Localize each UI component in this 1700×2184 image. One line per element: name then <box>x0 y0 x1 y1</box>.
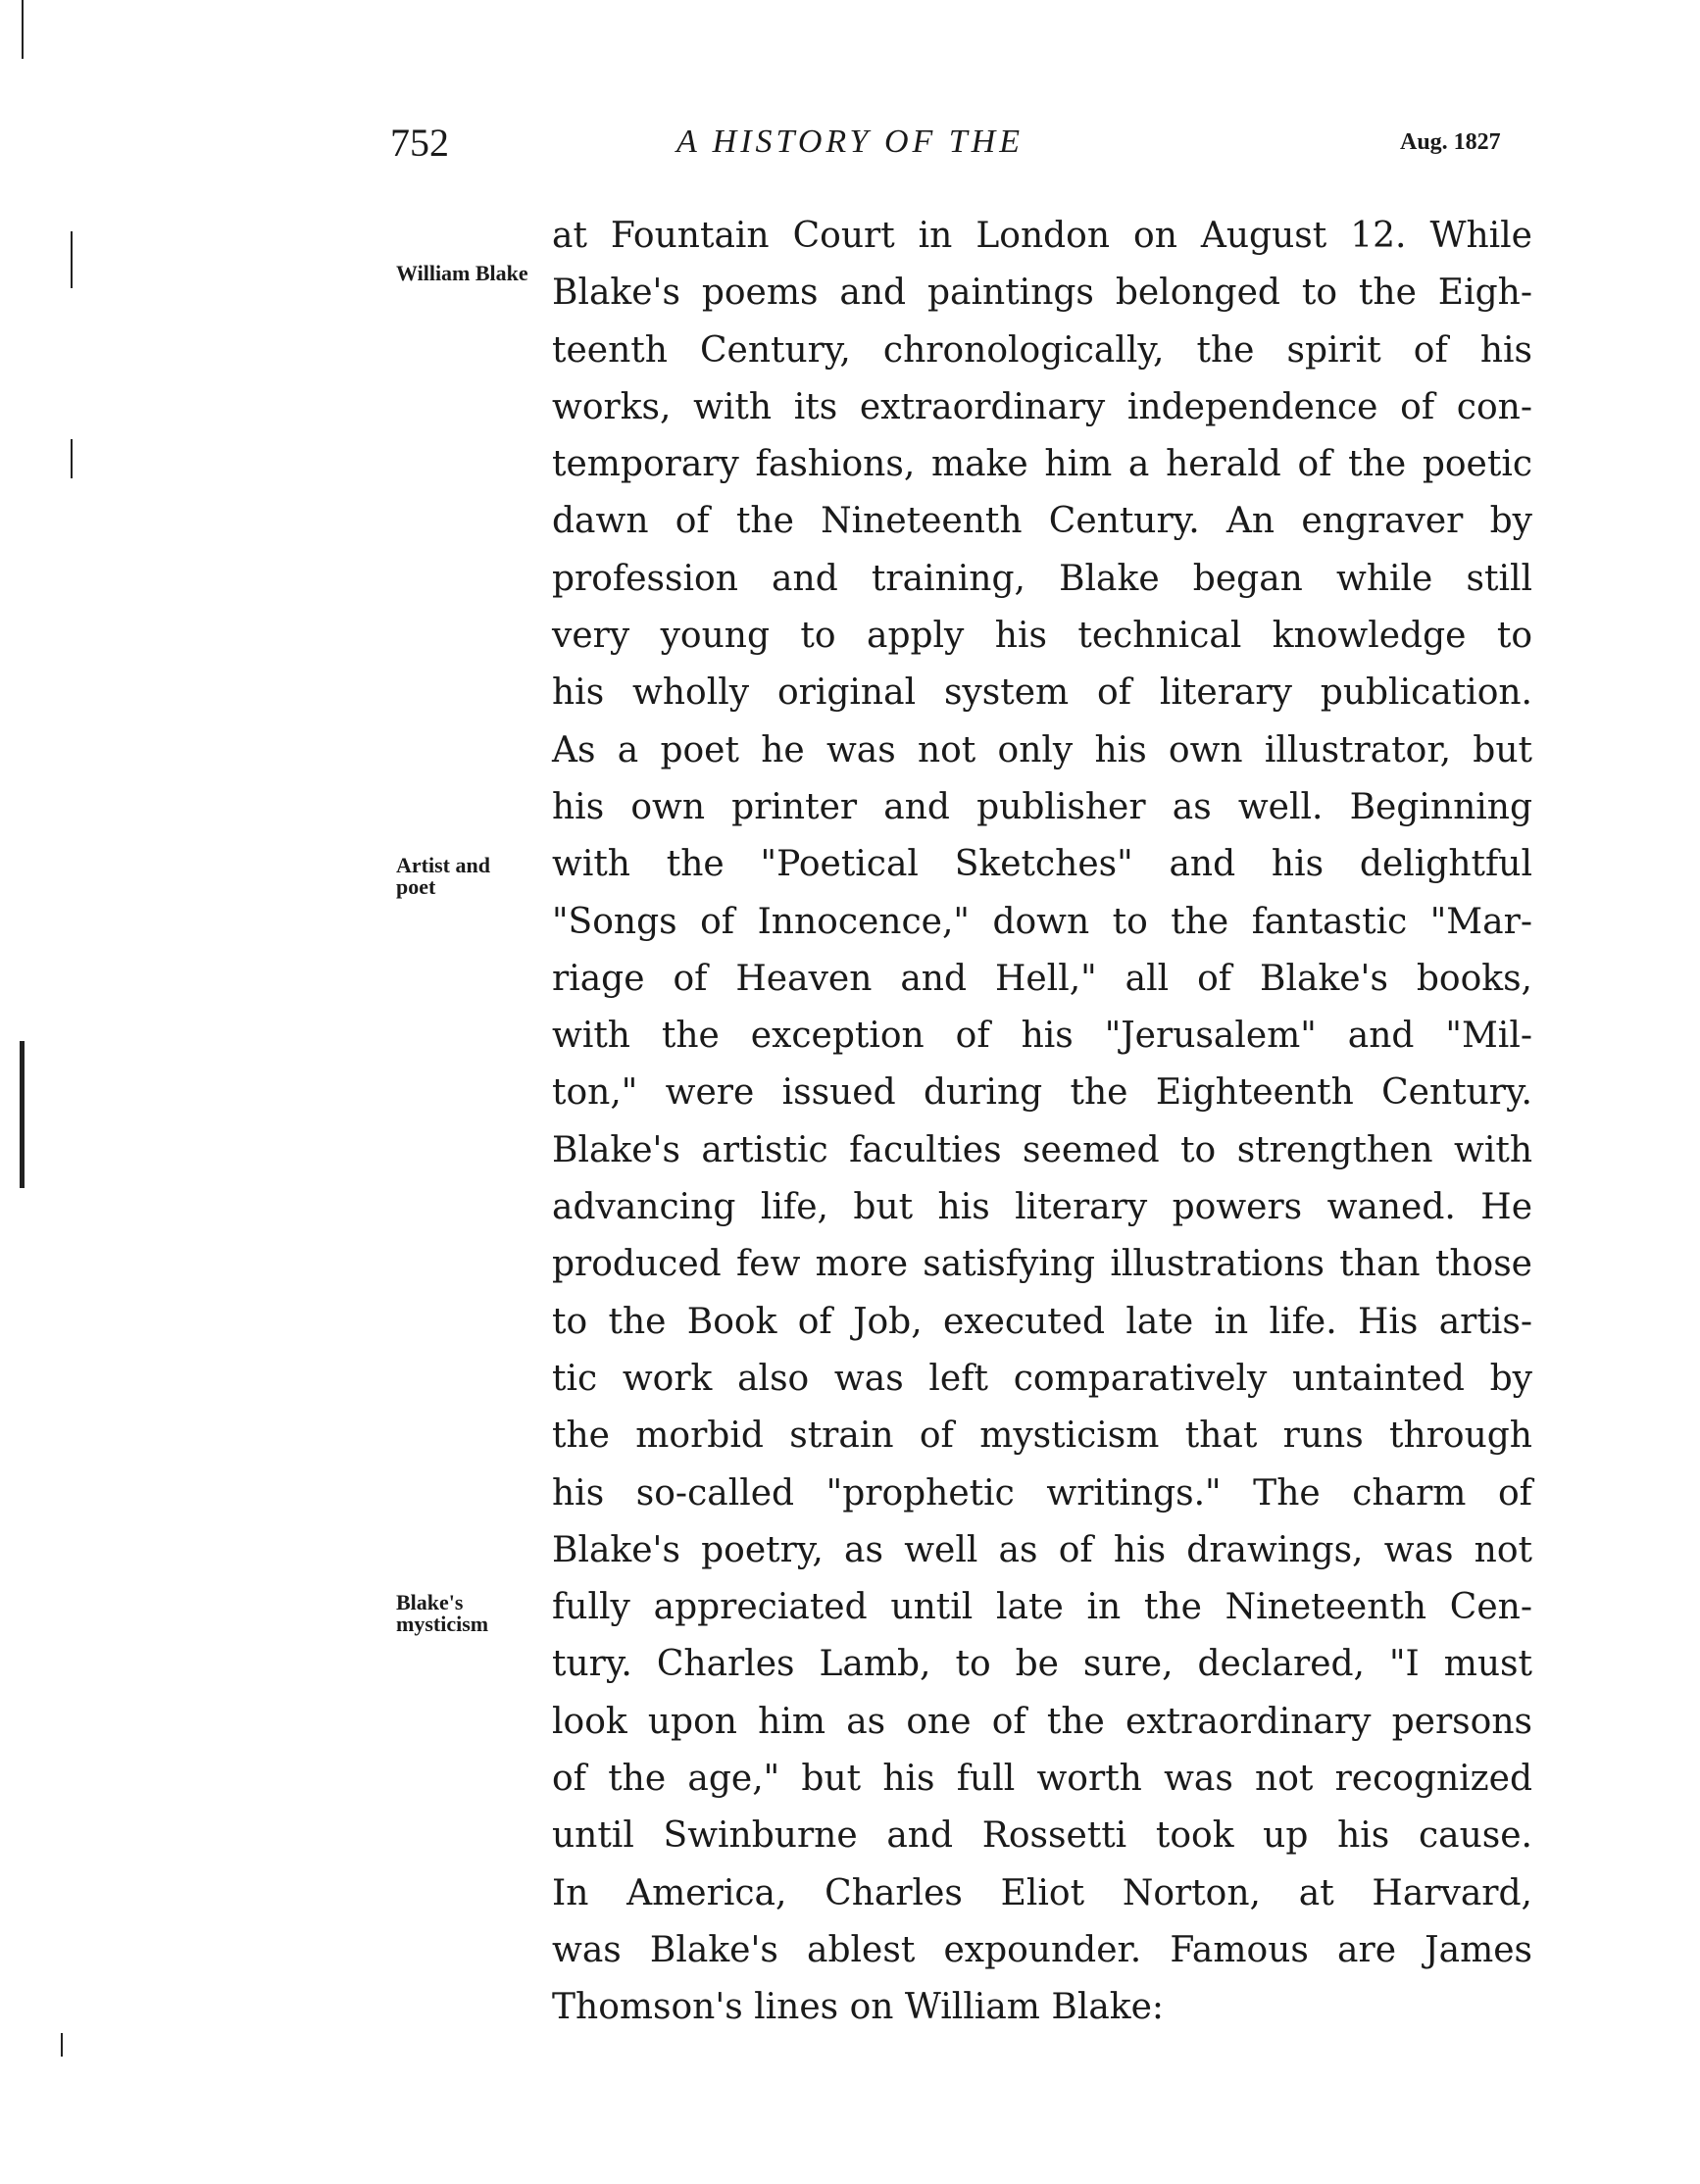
sidenote-artist-and-poet: Artist and poet <box>396 853 490 899</box>
body-line: his wholly original system of literary publication. <box>552 672 1532 714</box>
body-line: riage of Heaven and Hell," all of Blake's books, <box>552 958 1532 999</box>
body-line: tury. Charles Lamb, to be sure, declared, "I must <box>552 1644 1532 1685</box>
body-line: of the age," but his full worth was not recognized <box>552 1759 1532 1800</box>
sidenote-william-blake: William Blake <box>396 261 528 285</box>
body-line: look upon him as one of the extraordinary persons <box>552 1701 1532 1742</box>
body-line: was Blake's ablest expounder. Famous are James <box>552 1929 1532 1970</box>
body-line: works, with its extraordinary independence of con- <box>552 386 1532 427</box>
body-line: advancing life, but his literary powers waned. He <box>552 1187 1532 1228</box>
body-line: until Swinburne and Rossetti took up his cause. <box>552 1815 1532 1857</box>
running-title: A HISTORY OF THE <box>676 124 1024 160</box>
body-line: As a poet he was not only his own illustrator, but <box>552 729 1532 770</box>
body-line: fully appreciated until late in the Nineteenth Cen- <box>552 1587 1532 1628</box>
body-line: with the exception of his "Jerusalem" and "Mil- <box>552 1016 1532 1057</box>
body-line: ton," were issued during the Eighteenth Century. <box>552 1072 1532 1114</box>
body-line: at Fountain Court in London on August 12. While <box>552 216 1532 256</box>
body-line: Blake's poems and paintings belonged to the Eigh- <box>552 273 1532 314</box>
scan-mark <box>71 439 73 478</box>
scan-mark <box>20 1041 25 1188</box>
body-line: teenth Century, chronologically, the spirit of his <box>552 329 1532 371</box>
body-text <box>552 208 1532 2037</box>
body-line: his so-called "prophetic writings." The charm of <box>552 1472 1532 1514</box>
body-line: Blake's artistic faculties seemed to strengthen with <box>552 1129 1532 1170</box>
body-line: with the "Poetical Sketches" and his delightful <box>552 844 1532 885</box>
running-date: Aug. 1827 <box>1400 129 1501 155</box>
body-line: produced few more satisfying illustrations than those <box>552 1244 1532 1285</box>
body-line: tic work also was left comparatively untainted by <box>552 1358 1532 1399</box>
body-line: dawn of the Nineteenth Century. An engraver by <box>552 501 1532 542</box>
body-line: Blake's poetry, as well as of his drawings, was not <box>552 1529 1532 1570</box>
page-number: 752 <box>390 121 449 165</box>
body-line: very young to apply his technical knowledge to <box>552 616 1532 657</box>
scan-mark <box>71 231 73 288</box>
body-line: In America, Charles Eliot Norton, at Harvard, <box>552 1872 1532 1913</box>
sidenote-blakes-mysticism: Blake's mysticism <box>396 1590 489 1636</box>
body-line: temporary fashions, make him a herald of the poetic <box>552 444 1532 485</box>
body-line: "Songs of Innocence," down to the fantastic "Mar- <box>552 901 1532 942</box>
body-line: profession and training, Blake began while still <box>552 558 1532 599</box>
body-line: the morbid strain of mysticism that runs through <box>552 1415 1532 1457</box>
body-line: his own printer and publisher as well. Beginning <box>552 786 1532 827</box>
body-line: to the Book of Job, executed late in life. His artis- <box>552 1301 1532 1342</box>
body-line: Thomson's lines on William Blake: <box>552 1987 1165 2028</box>
scan-mark <box>61 2033 63 2057</box>
scan-mark <box>22 0 24 59</box>
